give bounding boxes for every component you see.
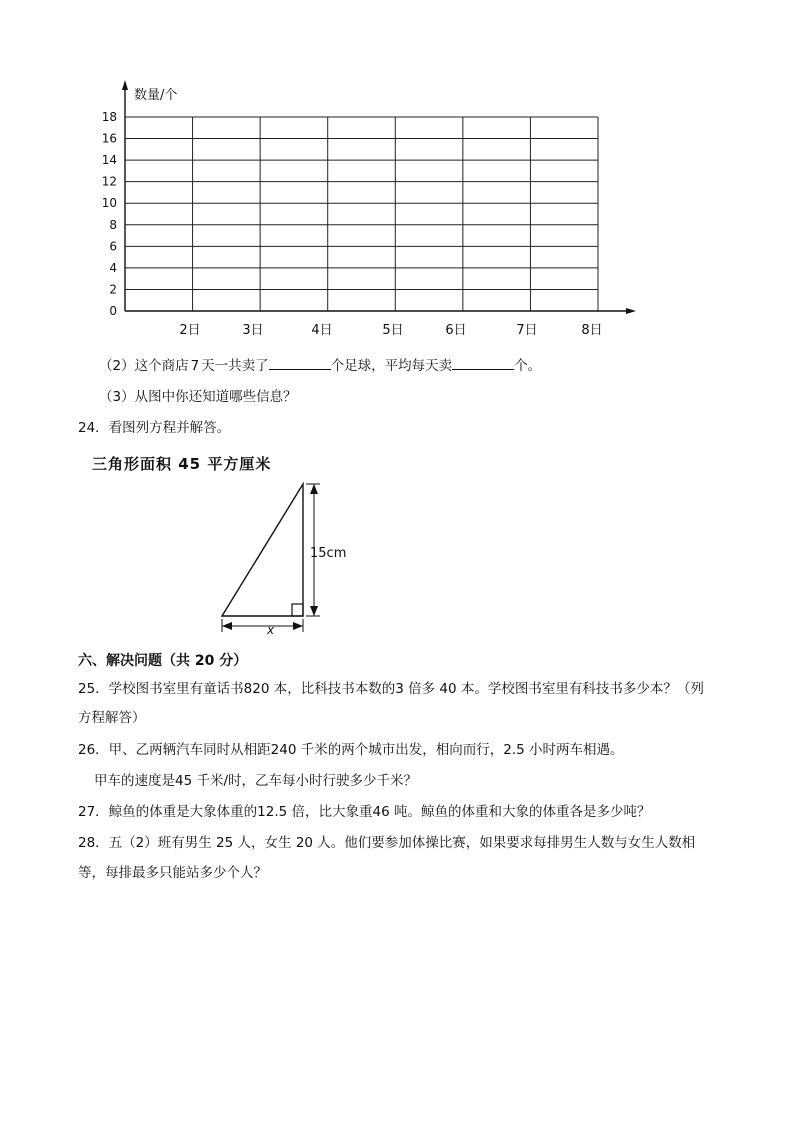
- y-tick-label: 12: [101, 174, 117, 189]
- right-angle-mark: [292, 604, 303, 616]
- q23-2-prefix: （2）这个商店: [99, 358, 189, 374]
- x-tick-label: 5日: [382, 323, 404, 338]
- x-tick-label: 7日: [516, 323, 538, 338]
- question-28-line2: 等，每排最多只能站多少个人？: [78, 865, 267, 881]
- x-tick-label: 2日: [179, 323, 201, 338]
- y-tick-label: 0: [109, 304, 117, 318]
- height-label: 15cm: [310, 546, 347, 561]
- question-28-line1: 28．五（2）班有男生 25 人，女生 20 人。他们要参加体操比赛，如果要求每排男生人数与女生人数相: [78, 835, 696, 851]
- question-23-3: （3）从图中你还知道哪些信息？: [99, 389, 297, 405]
- x-tick-label: 8日: [581, 323, 603, 338]
- q23-2-mid: 天一共卖了: [201, 358, 269, 374]
- x-tick-label: 3日: [242, 323, 264, 338]
- question-25-line2: 方程解答）: [78, 710, 146, 726]
- q23-2-num: 7: [190, 358, 200, 374]
- chart-y-ticks: [102, 110, 117, 318]
- base-arrow-left: [222, 622, 232, 630]
- y-tick-label: 6: [109, 239, 117, 254]
- question-23-2: [99, 354, 541, 374]
- base-label: x: [267, 623, 275, 636]
- right-triangle: [222, 484, 303, 616]
- answer-blank-average[interactable]: [452, 356, 514, 370]
- question-27: 27．鲸鱼的体重是大象体重的12.5 倍，比大象重46 吨。鲸鱼的体重和大象的体重各是多少吨？: [78, 804, 651, 820]
- chart-grid: [125, 117, 598, 311]
- y-tick-label: 4: [109, 260, 117, 275]
- question-24: 24．看图列方程并解答。: [78, 420, 231, 436]
- question-25-line1: 25．学校图书室里有童话书820 本，比科技书本数的3 倍多 40 本。学校图书室里有科技书多少本？（列: [78, 681, 704, 697]
- q23-2-suffix: 个。: [514, 358, 542, 374]
- y-tick-label: 10: [101, 196, 117, 211]
- y-tick-label: 16: [101, 131, 117, 146]
- chart-axes: [122, 80, 636, 314]
- y-tick-label: 2: [109, 282, 117, 297]
- y-tick-label: 8: [109, 217, 117, 232]
- height-arrow-bottom: [310, 606, 318, 616]
- sales-chart: [0, 0, 794, 345]
- chart-x-ticks: [179, 323, 602, 338]
- question-26-line1: 26．甲、乙两辆汽车同时从相距240 千米的两个城市出发，相向而行，2.5 小时两车相遇。: [78, 742, 624, 758]
- q23-2-mid2: 个足球，平均每天卖: [330, 358, 453, 374]
- y-axis-arrow: [122, 80, 128, 90]
- x-tick-label: 6日: [445, 323, 467, 338]
- base-arrow-right: [293, 622, 303, 630]
- y-axis-label: 数量/个: [134, 88, 178, 103]
- y-tick-label: 14: [101, 153, 117, 168]
- triangle-caption: 三角形面积 45 平方厘米: [92, 455, 272, 473]
- answer-blank-total[interactable]: [269, 356, 331, 370]
- x-axis-arrow: [626, 308, 636, 314]
- question-26-line2: 甲车的速度是45 千米/时，乙车每小时行驶多少千米？: [94, 773, 418, 789]
- y-tick-label: 18: [101, 110, 117, 124]
- triangle-figure: [210, 476, 360, 636]
- height-arrow-top: [310, 484, 318, 494]
- x-tick-label: 4日: [311, 323, 333, 338]
- section-6-heading: 六、解决问题（共 20 分）: [78, 653, 248, 669]
